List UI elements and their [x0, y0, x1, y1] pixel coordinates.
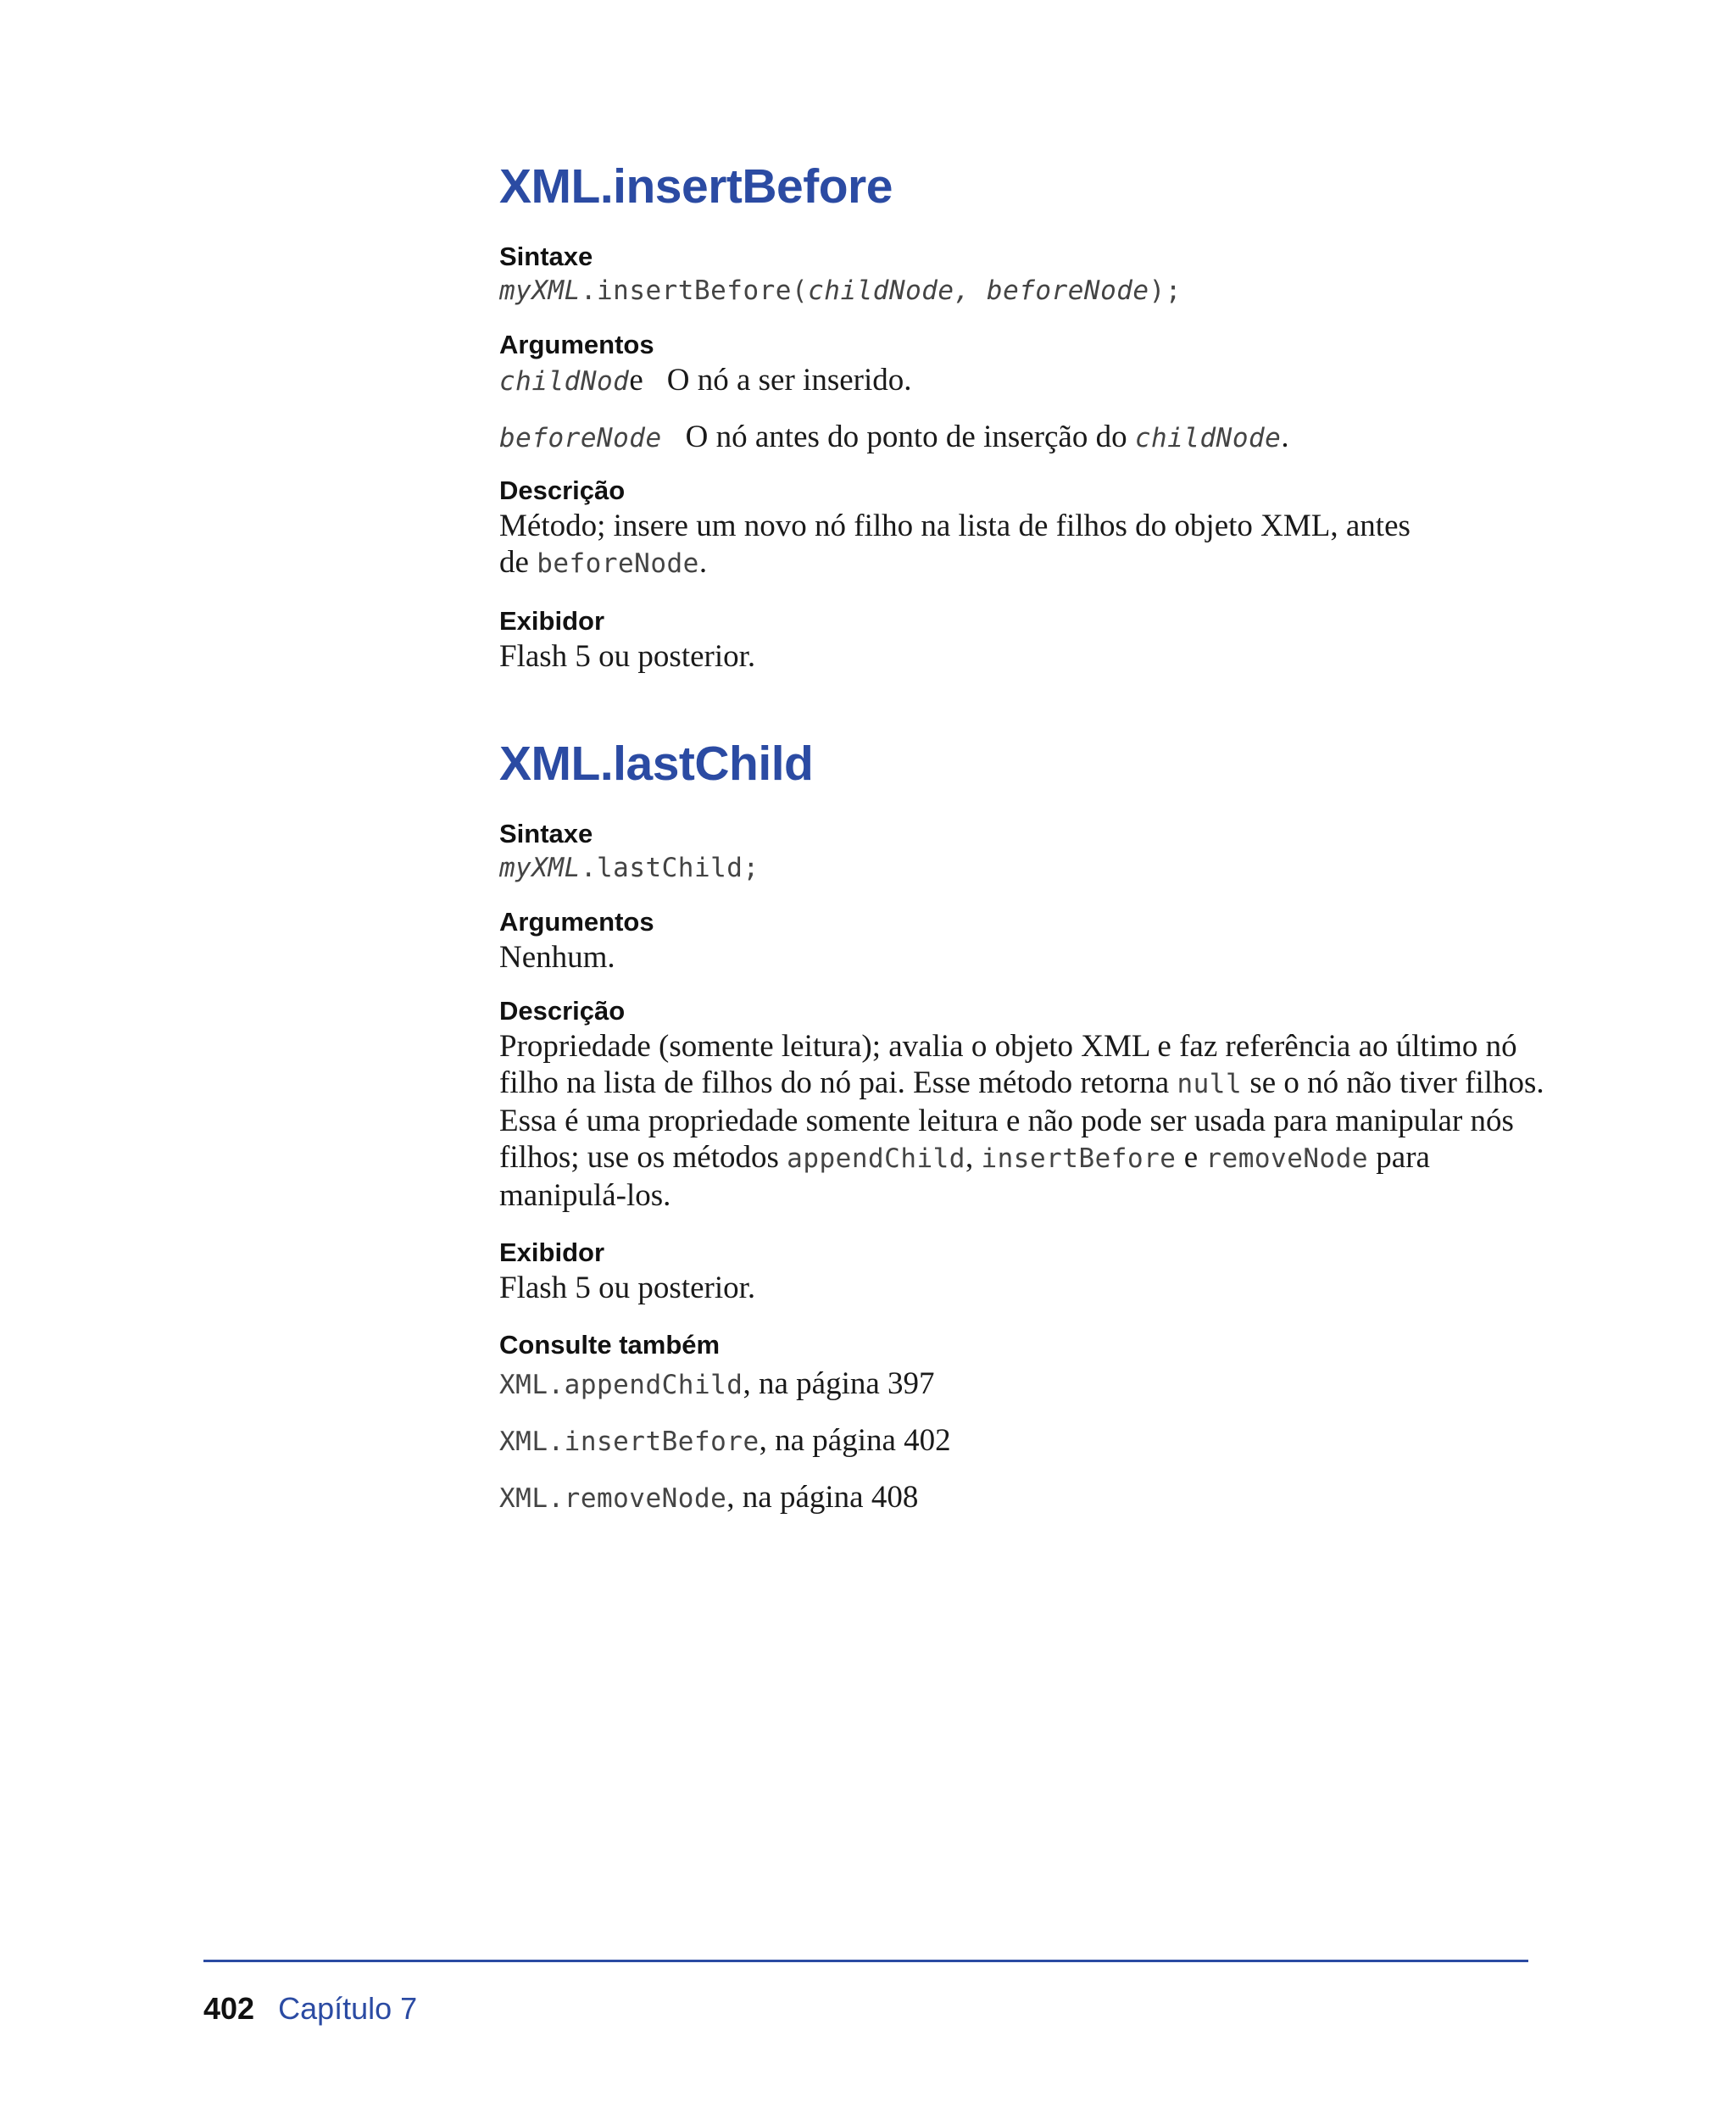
description-line: de	[499, 545, 537, 580]
description-code-ref: insertBefore	[981, 1143, 1177, 1174]
syntax-line	[499, 851, 1550, 890]
argument-description: O nó a ser inserido.	[666, 363, 912, 398]
see-also-item[interactable]	[499, 1422, 1550, 1460]
player-label: Exibidor	[499, 606, 605, 636]
description-code-ref: null	[1177, 1069, 1243, 1099]
see-also-page-ref: , na página 408	[726, 1480, 919, 1515]
syntax-args: childNode, beforeNode	[808, 275, 1149, 306]
player-text: Flash 5 ou posterior.	[499, 1271, 756, 1305]
description-text	[499, 508, 1550, 582]
description-line-end: se o nó não tiver filhos.	[1242, 1065, 1544, 1100]
description-code-ref: removeNode	[1205, 1143, 1369, 1174]
see-also-item[interactable]	[499, 1479, 1550, 1517]
chapter-label: Capítulo 7	[278, 1991, 418, 2026]
syntax-method: .insertBefore(	[580, 275, 809, 306]
page-number: 402	[203, 1991, 255, 2026]
player-text: Flash 5 ou posterior.	[499, 639, 756, 674]
description-code-ref: beforeNode	[537, 548, 699, 579]
argument-description-end: .	[1281, 420, 1289, 454]
see-also-item[interactable]	[499, 1365, 1550, 1404]
syntax-object: myXML	[499, 275, 581, 306]
argument-code-ref: childNode	[1134, 423, 1282, 453]
syntax-line	[499, 274, 1550, 313]
player-label: Exibidor	[499, 1237, 605, 1267]
description-line-end: para	[1368, 1140, 1430, 1175]
syntax-method: .lastChild;	[580, 853, 760, 883]
footer-divider	[203, 1960, 1528, 1962]
see-also-link[interactable]: XML.appendChild	[499, 1370, 743, 1400]
syntax-object: myXML	[499, 853, 581, 883]
description-line: filho na lista de filhos do nó pai. Esse método retorna	[499, 1065, 1177, 1100]
argument-row	[499, 419, 1550, 457]
see-also-link[interactable]: XML.insertBefore	[499, 1427, 760, 1457]
arguments-text: Nenhum.	[499, 940, 615, 975]
see-also-page-ref: , na página 397	[743, 1366, 935, 1401]
description-line: Propriedade (somente leitura); avalia o objeto XML e faz referência ao último nó	[499, 1029, 1517, 1064]
description-line: manipulá-los.	[499, 1178, 671, 1213]
description-text	[499, 1028, 1550, 1214]
syntax-label: Sintaxe	[499, 819, 593, 848]
see-also-label: Consulte também	[499, 1330, 721, 1360]
argument-description: O nó antes do ponto de inserção do	[685, 420, 1135, 454]
description-line-end: .	[698, 545, 708, 580]
description-separator: ,	[965, 1140, 982, 1175]
syntax-label: Sintaxe	[499, 242, 593, 271]
description-separator: e	[1176, 1140, 1206, 1175]
page-content	[499, 157, 1550, 1517]
see-also-page-ref: , na página 402	[759, 1423, 951, 1458]
argument-row	[499, 362, 1550, 400]
see-also-link[interactable]: XML.removeNode	[499, 1483, 727, 1514]
entry-title-insertbefore: XML.insertBefore	[499, 159, 893, 214]
argument-name: beforeNode	[499, 423, 662, 453]
argument-name-suffix: e	[629, 363, 643, 398]
entry-title-lastchild: XML.lastChild	[499, 737, 814, 791]
description-code-ref: appendChild	[787, 1143, 965, 1174]
description-label: Descrição	[499, 996, 626, 1026]
syntax-close: );	[1149, 275, 1182, 306]
arguments-label: Argumentos	[499, 907, 654, 937]
arguments-label: Argumentos	[499, 330, 654, 359]
argument-name: childNod	[499, 366, 630, 397]
description-label: Descrição	[499, 476, 626, 505]
page-footer	[203, 1990, 417, 2027]
description-line: filhos; use os métodos	[499, 1140, 787, 1175]
description-line: Método; insere um novo nó filho na lista de filhos do objeto XML, antes	[499, 509, 1410, 543]
description-line: Essa é uma propriedade somente leitura e não pode ser usada para manipular nós	[499, 1104, 1514, 1138]
